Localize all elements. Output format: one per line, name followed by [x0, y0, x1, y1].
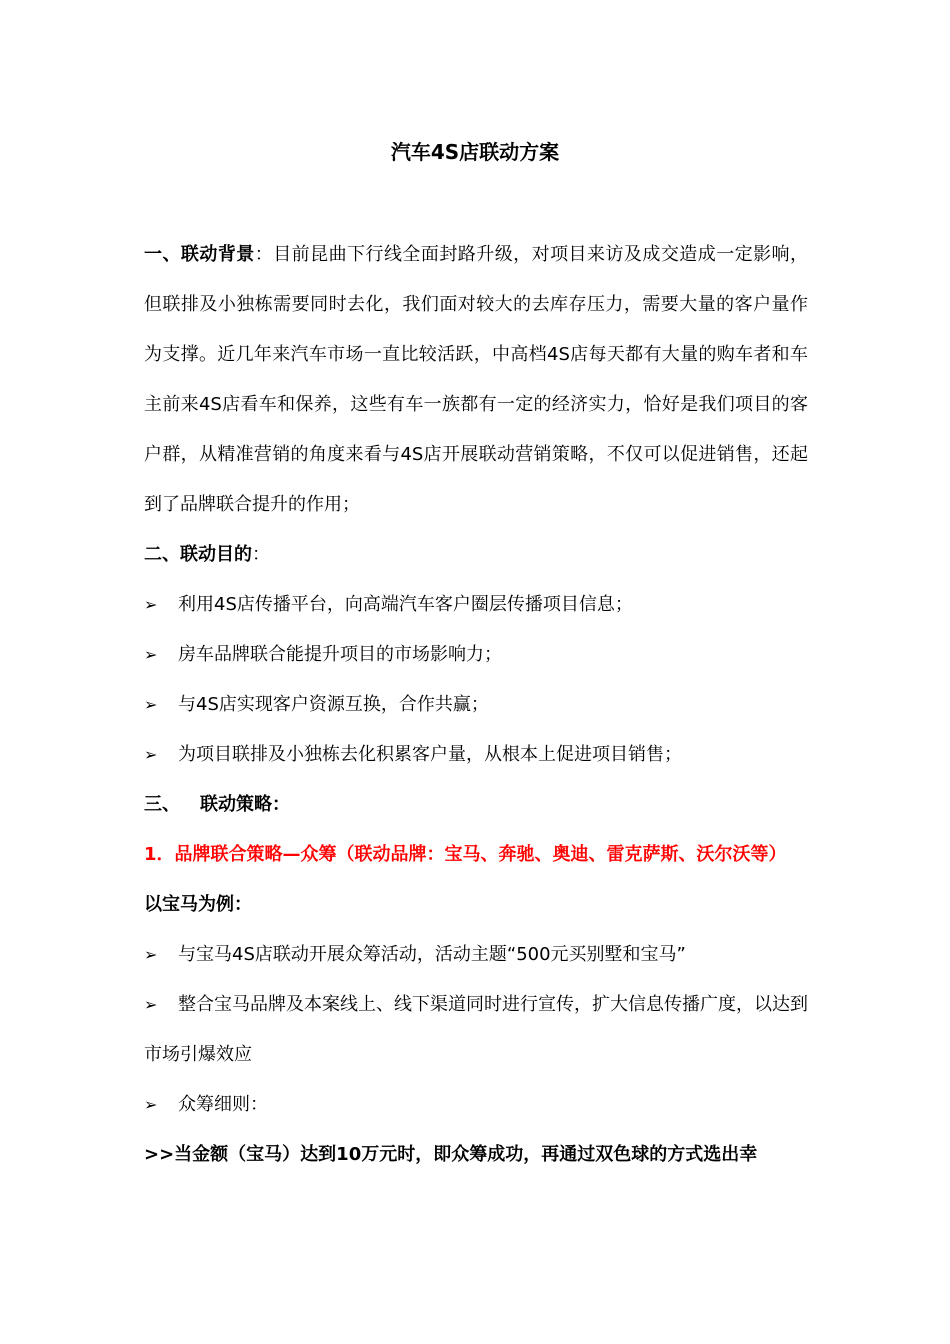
- section-background: [144, 230, 808, 530]
- example-heading: 以宝马为例：: [144, 894, 252, 915]
- list-item: [144, 730, 808, 780]
- list-item-text: 与4S店实现客户资源互换，合作共赢；: [178, 694, 489, 715]
- list-item-text: 整合宝马品牌及本案线上、线下渠道同时进行宣传，扩大信息传播广度，以达到市场引爆效应: [144, 994, 808, 1065]
- document-title: 汽车4S店联动方案: [390, 140, 560, 164]
- list-item-text: 利用4S店传播平台，向高端汽车客户圈层传播项目信息；: [178, 594, 633, 615]
- section-purpose: [144, 530, 808, 580]
- bullet-arrow-icon: ➢: [144, 745, 158, 764]
- section-strategy-heading: 联动策略：: [200, 794, 290, 815]
- list-item-text: 众筹细则：: [178, 1094, 268, 1115]
- bullet-arrow-icon: ➢: [144, 595, 158, 614]
- crowdfunding-rule: >>当金额（宝马）达到10万元时，即众筹成功，再通过双色球的方式选出幸: [144, 1144, 758, 1165]
- list-item-text: 房车品牌联合能提升项目的市场影响力；: [178, 644, 502, 665]
- section-purpose-heading: 二、联动目的: [144, 544, 252, 565]
- list-item-text: 为项目联排及小独栋去化积累客户量，从根本上促进项目销售；: [178, 744, 682, 765]
- section-background-text: 目前昆曲下行线全面封路升级，对项目来访及成交造成一定影响，但联排及小独栋需要同时去化，我们面对较大的去库存压力，需要大量的客户量作为支撑。近几年来汽车市场一直比较活跃，中高档4S店每天都有大量的购车者和车主前来4S店看车和保养，这些有车一族都有一定的经济实力，恰好是我们项目的客户群，从精准营销的角度来看与4S店开展联动营销策略，不仅可以促进销售，还起到了品牌联合提升的作用；: [144, 244, 809, 515]
- list-item: [144, 580, 808, 630]
- section-strategy: [144, 780, 808, 830]
- list-item: [144, 630, 808, 680]
- section-purpose-separator: ：: [252, 544, 270, 565]
- section-background-heading: 一、联动背景: [144, 244, 255, 265]
- bullet-arrow-icon: ➢: [144, 695, 158, 714]
- document-body: [144, 230, 808, 1180]
- section-background-separator: ：: [254, 244, 274, 265]
- bullet-arrow-icon: ➢: [144, 645, 158, 664]
- list-item: [144, 1080, 808, 1130]
- bullet-arrow-icon: ➢: [144, 1095, 158, 1114]
- bullet-arrow-icon: ➢: [144, 945, 158, 964]
- strategy-brand-crowdfunding: 1．品牌联合策略—众筹（联动品牌：宝马、奔驰、奥迪、雷克萨斯、沃尔沃等）: [144, 844, 787, 865]
- list-item-text: 与宝马4S店联动开展众筹活动，活动主题“500元买别墅和宝马”: [178, 944, 686, 965]
- list-item: [144, 930, 808, 980]
- section-strategy-number: 三、: [144, 794, 180, 815]
- list-item: [144, 680, 808, 730]
- list-item: [144, 980, 808, 1080]
- bullet-arrow-icon: ➢: [144, 995, 158, 1014]
